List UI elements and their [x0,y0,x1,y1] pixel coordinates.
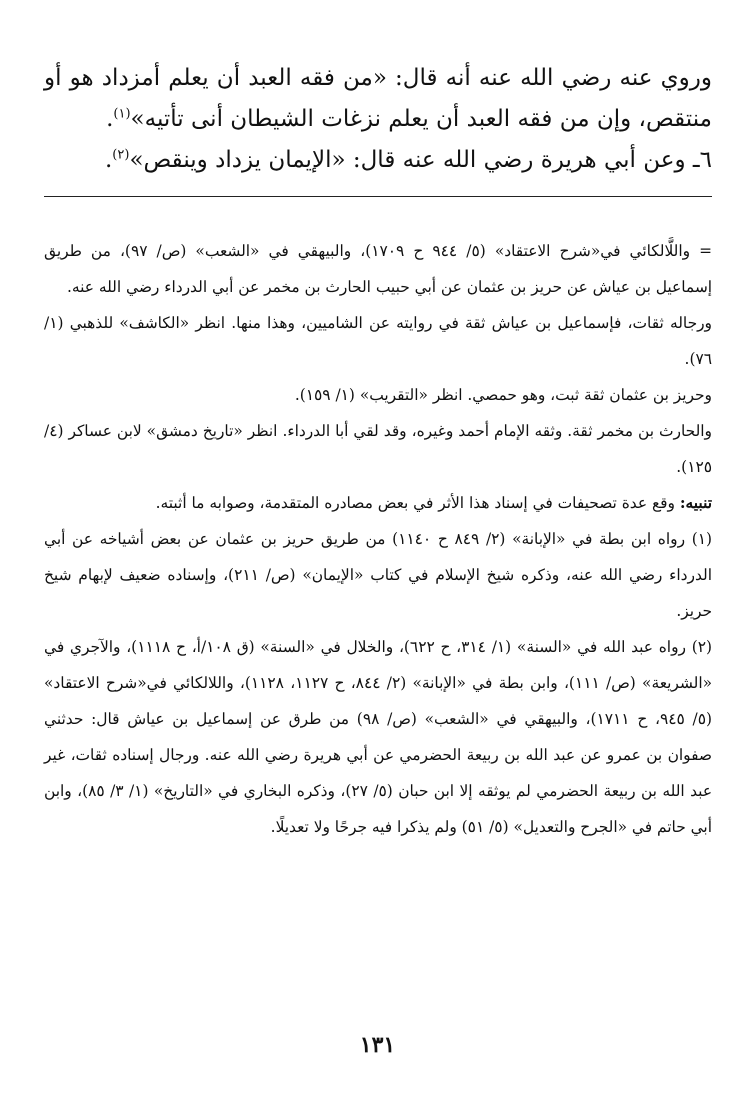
page-number: ١٣١ [359,1032,396,1058]
footnote-ref-2: (٢) [112,147,130,163]
footnote-continuation-4: والحارث بن مخمر ثقة. وثقه الإمام أحمد وغيره، وقد لقي أبا الدرداء. انظر «تاريخ دمشق» لابن عساكر (٤/ ١٢٥). [44,422,712,476]
tanbih-label: تنبيه: [679,494,712,512]
tanbih-text: وقع عدة تصحيفات في إسناد هذا الأثر في بعض مصادره المتقدمة، وصوابه ما أثبته. [155,494,675,512]
footnote-1 [44,521,712,629]
footnote-tanbih [44,485,712,521]
main-paragraph-2-end: . [104,147,113,173]
footnotes [44,233,712,845]
main-paragraph-2 [105,140,712,181]
footnote-2 [44,629,712,845]
main-paragraph-1-end: . [106,106,114,132]
footnote-continuation-3: وحريز بن عثمان ثقة ثبت، وهو حمصي. انظر «التقريب» (١/ ١٥٩). [294,386,712,404]
footnote-2-number: (٢) [691,638,713,656]
main-paragraph-1 [44,58,712,140]
main-paragraph-2-text: ٦ـ وعن أبي هريرة رضي الله عنه قال: «الإيمان يزداد وينقص» [129,147,712,173]
main-paragraph-1-text: وروي عنه رضي الله عنه أنه قال: «من فقه العبد أن يعلم أمزداد هو أو منتقص، وإن من فقه العبد أن يعلم نزغات الشيطان أنى تأتيه» [44,65,712,132]
footnote-ref-1: (١) [113,106,131,122]
footnote-separator [44,196,712,197]
footnote-continuation-1: = واللَّالكائي في«شرح الاعتقاد» (٥/ ٩٤٤ ح ١٧٠٩)، والبيهقي في «الشعب» (ص/ ٩٧)، من طريق إسماعيل بن عياش عن حريز بن عثمان عن أبي حبيب الحارث بن مخمر عن أبي الدرداء رضي الله عنه. [44,242,713,296]
main-text [44,58,712,181]
footnote-1-number: (١) [691,530,712,548]
footnote-continuation-2: ورجاله ثقات، فإسماعيل بن عياش ثقة في روايته عن الشاميين، وهذا منها. انظر «الكاشف» للذهبي (١/ ٧٦). [44,314,712,368]
footnote-1-text: رواه ابن بطة في «الإبانة» (٢/ ٨٤٩ ح ١١٤٠) من طريق حريز بن عثمان عن بعض أشياخه عن أبي الدرداء رضي الله عنه، وذكره شيخ الإسلام في كتاب «الإيمان» (ص/ ٢١١)، وإسناده ضعيف لإبهام شيخ حريز. [44,530,712,620]
footnote-2-text: رواه عبد الله في «السنة» (١/ ٣١٤، ح ٦٢٢)، والخلال في «السنة» (ق ١٠٨/أ، ح ١١١٨)، والآجري في «الشريعة» (ص/ ١١١)، وابن بطة في «الإبانة» (٢/ ٨٤٤، ح ١١٢٧، ١١٢٨)، واللالكائي في«شرح الاعتقاد» (٥/ ٩٤٥، ح ١٧١١)، والبيهقي في «الشعب» (ص/ ٩٨) من طرق عن إسماعيل بن عياش قال: حدثني صفوان بن عمرو عن عبد الله بن ربيعة الحضرمي عن أبي هريرة رضي الله عنه. ورجال إسناده ثقات، غير عبد الله بن ربيعة الحضرمي لم يوثقه إلا ابن حبان (٥/ ٢٧)، وذكره البخاري في «التاريخ» (١/ ٣/ ٨٥)، وابن أبي حاتم في «الجرح والتعديل» (٥/ ٥١) ولم يذكرا فيه جرحًا ولا تعديلًا. [44,638,713,836]
